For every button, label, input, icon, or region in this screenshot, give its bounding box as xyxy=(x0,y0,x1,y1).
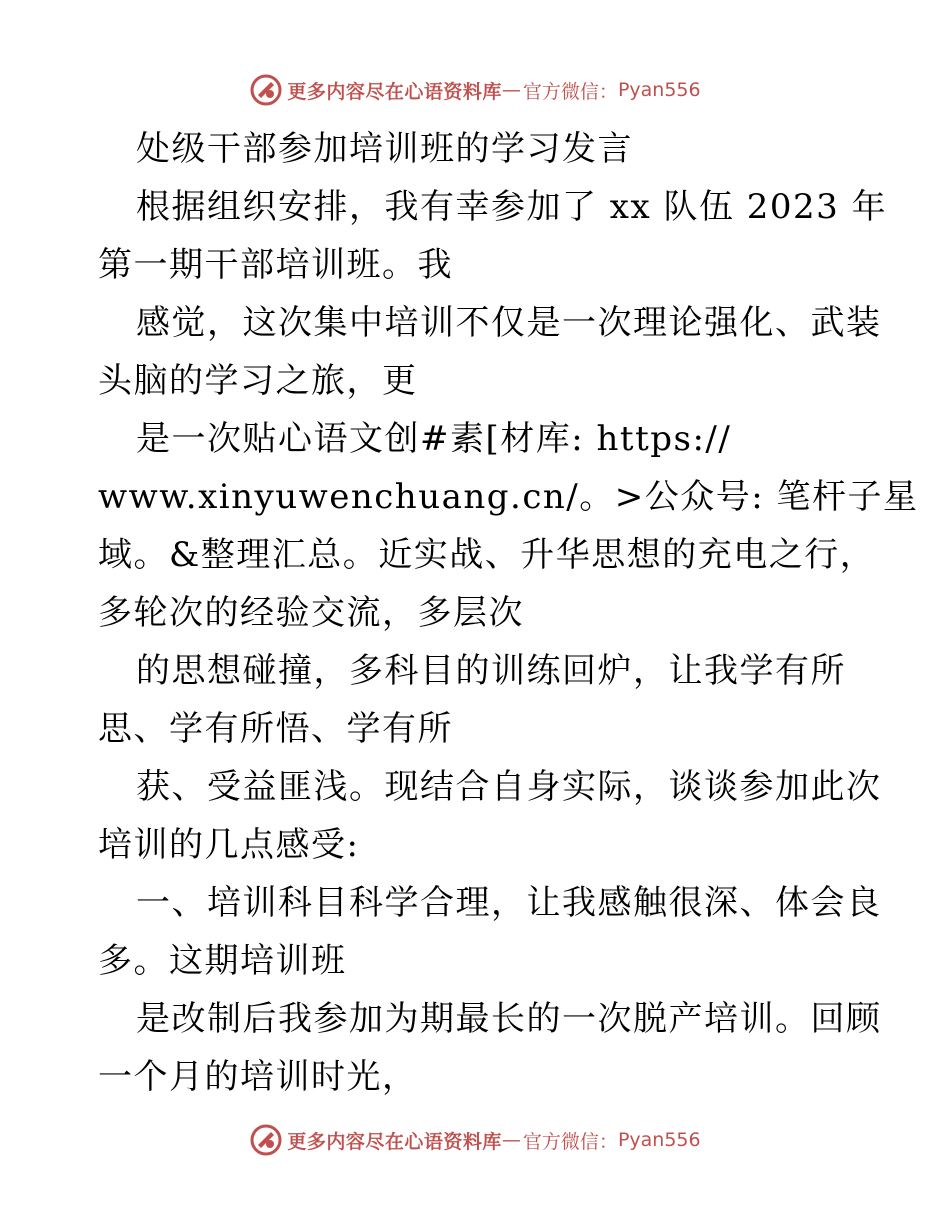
paragraph-line: 域。&整理汇总。近实战、升华思想的充电之行， xyxy=(98,535,876,575)
paragraph-line: 的思想碰撞，多科目的训练回炉，让我学有所 xyxy=(136,651,846,691)
paragraph-line: 一个月的培训时光， xyxy=(98,1057,418,1097)
header-banner xyxy=(0,70,950,110)
paragraph-line: 多。这期培训班 xyxy=(98,941,347,981)
footer-brand-text: 更多内容尽在心语资料库 xyxy=(287,1130,502,1153)
paragraph-line: 多轮次的经验交流，多层次 xyxy=(98,593,524,633)
paragraph-line: 是一次贴心语文创#素[材库: https:// xyxy=(136,419,732,459)
document-body xyxy=(98,120,919,1106)
footer-separator: — xyxy=(501,1129,521,1151)
header-wechat-id: Pyan556 xyxy=(617,79,701,101)
header-wechat-label: 官方微信： xyxy=(522,80,618,103)
brand-logo-icon xyxy=(249,1123,283,1157)
paragraph-line: 头脑的学习之旅，更 xyxy=(98,361,418,401)
paragraph-line: 一、培训科目科学合理，让我感触很深、体会良 xyxy=(136,883,882,923)
brand-logo-icon xyxy=(249,73,283,107)
paragraph-line: 是改制后我参加为期最长的一次脱产培训。回顾 xyxy=(136,999,882,1039)
paragraph-line: 根据组织安排，我有幸参加了 xx 队伍 2023 年 xyxy=(136,187,888,227)
paragraph-line: 思、学有所悟、学有所 xyxy=(98,709,453,749)
header-separator: — xyxy=(501,79,521,101)
paragraph-line: www.xinyuwenchuang.cn/。>公众号: 笔杆子星 xyxy=(98,477,919,517)
footer-banner xyxy=(0,1120,950,1160)
document-title: 处级干部参加培训班的学习发言 xyxy=(136,129,633,169)
paragraph-line: 第一期干部培训班。我 xyxy=(98,245,453,285)
paragraph-line: 获、受益匪浅。现结合自身实际，谈谈参加此次 xyxy=(136,767,882,807)
footer-wechat-id: Pyan556 xyxy=(617,1129,701,1151)
paragraph-line: 培训的几点感受: xyxy=(98,825,360,865)
paragraph-line: 感觉，这次集中培训不仅是一次理论强化、武装 xyxy=(136,303,882,343)
footer-wechat-label: 官方微信： xyxy=(522,1130,618,1153)
header-brand-text: 更多内容尽在心语资料库 xyxy=(287,80,502,103)
